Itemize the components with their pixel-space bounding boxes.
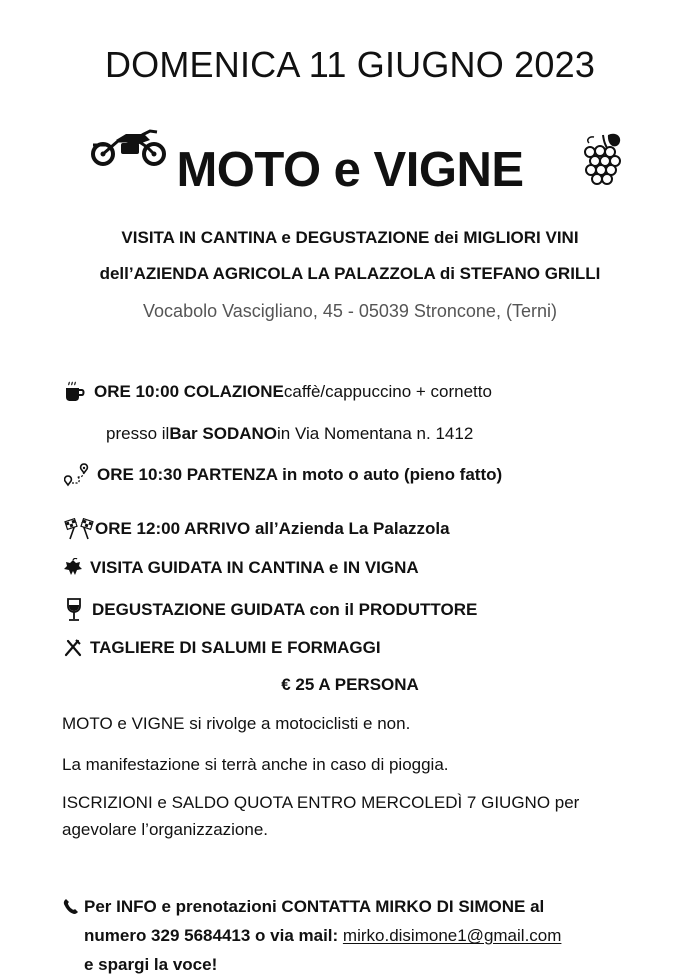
checkered-flags-icon: [64, 518, 94, 540]
route-pin-icon: [64, 463, 89, 487]
wine-glass-icon: [64, 598, 84, 622]
note-riders: MOTO e VIGNE si rivolge a motociclisti e non.: [62, 714, 411, 733]
partenza-text: ORE 10:30 PARTENZA in moto o auto (pieno fatto): [97, 465, 503, 484]
schedule-colazione: [64, 380, 492, 404]
contact-line-1: Per INFO e prenotazioni CONTATTA MIRKO DI SIMONE al: [84, 897, 545, 916]
coffee-cup-icon: [64, 381, 86, 403]
phone-icon: [63, 899, 79, 915]
schedule-partenza: [64, 463, 502, 487]
schedule-visita: [64, 556, 419, 580]
presso-address: in Via Nomentana n. 1412: [277, 424, 474, 443]
schedule-tagliere: [64, 636, 381, 660]
crossed-cutlery-icon: [64, 639, 82, 657]
address: Vocabolo Vascigliano, 45 - 05039 Stroncone, (Terni): [143, 301, 557, 321]
event-date: DOMENICA 11 GIUGNO 2023: [104, 44, 596, 85]
schedule-presso: [106, 422, 473, 446]
price: € 25 A PERSONA: [281, 675, 419, 694]
email-link[interactable]: mirko.disimone1@gmail.com: [342, 926, 562, 945]
colazione-detail: caffè/cappuccino + cornetto: [283, 382, 492, 401]
visit-line-2: dell’AZIENDA AGRICOLA LA PALAZZOLA di STEFANO GRILLI: [99, 264, 601, 283]
vine-leaf-icon: [64, 558, 82, 578]
note-rain: La manifestazione si terrà anche in caso di pioggia.: [62, 755, 449, 774]
note-registration: ISCRIZIONI e SALDO QUOTA ENTRO MERCOLEDÌ 7 GIUGNO per agevolare l’organizzazione.: [62, 793, 580, 839]
event-title: MOTO e VIGNE: [176, 143, 524, 197]
contact-line-3: e spargi la voce!: [84, 955, 218, 974]
visita-text: VISITA GUIDATA IN CANTINA e IN VIGNA: [90, 558, 419, 577]
contact-phone-line: numero 329 5684413 o via mail:: [84, 926, 343, 945]
colazione-time: ORE 10:00 COLAZIONE: [94, 382, 284, 401]
degustazione-text: DEGUSTAZIONE GUIDATA con il PRODUTTORE: [92, 600, 478, 619]
grapes-icon: [582, 132, 624, 188]
presso-pre: presso il: [106, 424, 170, 443]
arrivo-text: ORE 12:00 ARRIVO all’Azienda La Palazzola: [95, 519, 450, 538]
presso-bar: Bar SODANO: [169, 424, 277, 443]
tagliere-text: TAGLIERE DI SALUMI E FORMAGGI: [90, 638, 381, 657]
contact-info: [63, 892, 663, 979]
schedule-arrivo: [64, 517, 450, 541]
visit-line-1: VISITA IN CANTINA e DEGUSTAZIONE dei MIGLIORI VINI: [121, 228, 579, 247]
schedule-degustazione: [64, 598, 477, 622]
